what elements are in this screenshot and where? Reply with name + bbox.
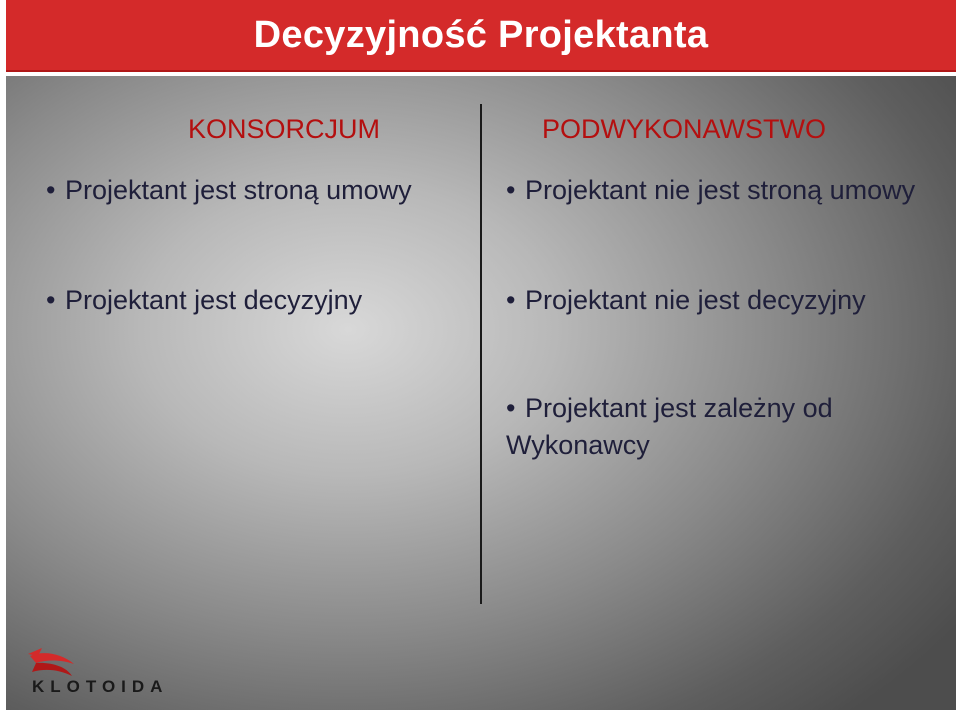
content-area xyxy=(6,76,956,710)
bullet-text: Projektant nie jest decyzyjny xyxy=(525,285,866,315)
bullet-dot-icon: • xyxy=(506,393,516,423)
kloteida-logo-icon xyxy=(22,646,222,698)
bullet-text: Projektant jest zależny od Wykonawcy xyxy=(506,393,833,460)
bullet-dot-icon: • xyxy=(46,285,56,315)
left-column-heading: KONSORCJUM xyxy=(187,114,380,144)
page-title: Decyzyjność Projektanta xyxy=(253,14,709,56)
logo-text: KLOTOIDA xyxy=(32,677,169,696)
bullet-text: Projektant jest stroną umowy xyxy=(65,175,412,205)
column-divider xyxy=(480,104,482,604)
bullet-text: Projektant jest decyzyjny xyxy=(65,285,363,315)
bullet-dot-icon: • xyxy=(46,175,56,205)
right-bullet-item xyxy=(506,172,926,209)
right-bullet-item xyxy=(506,390,926,464)
right-bullet-item xyxy=(506,282,926,319)
bullet-dot-icon: • xyxy=(506,285,516,315)
left-bullet-item xyxy=(46,172,446,209)
right-column-heading: PODWYKONAWSTWO xyxy=(542,114,826,144)
title-bar xyxy=(6,0,956,72)
bullet-dot-icon: • xyxy=(506,175,516,205)
bullet-text: Projektant nie jest stroną umowy xyxy=(525,175,916,205)
left-bullet-item xyxy=(46,282,446,319)
